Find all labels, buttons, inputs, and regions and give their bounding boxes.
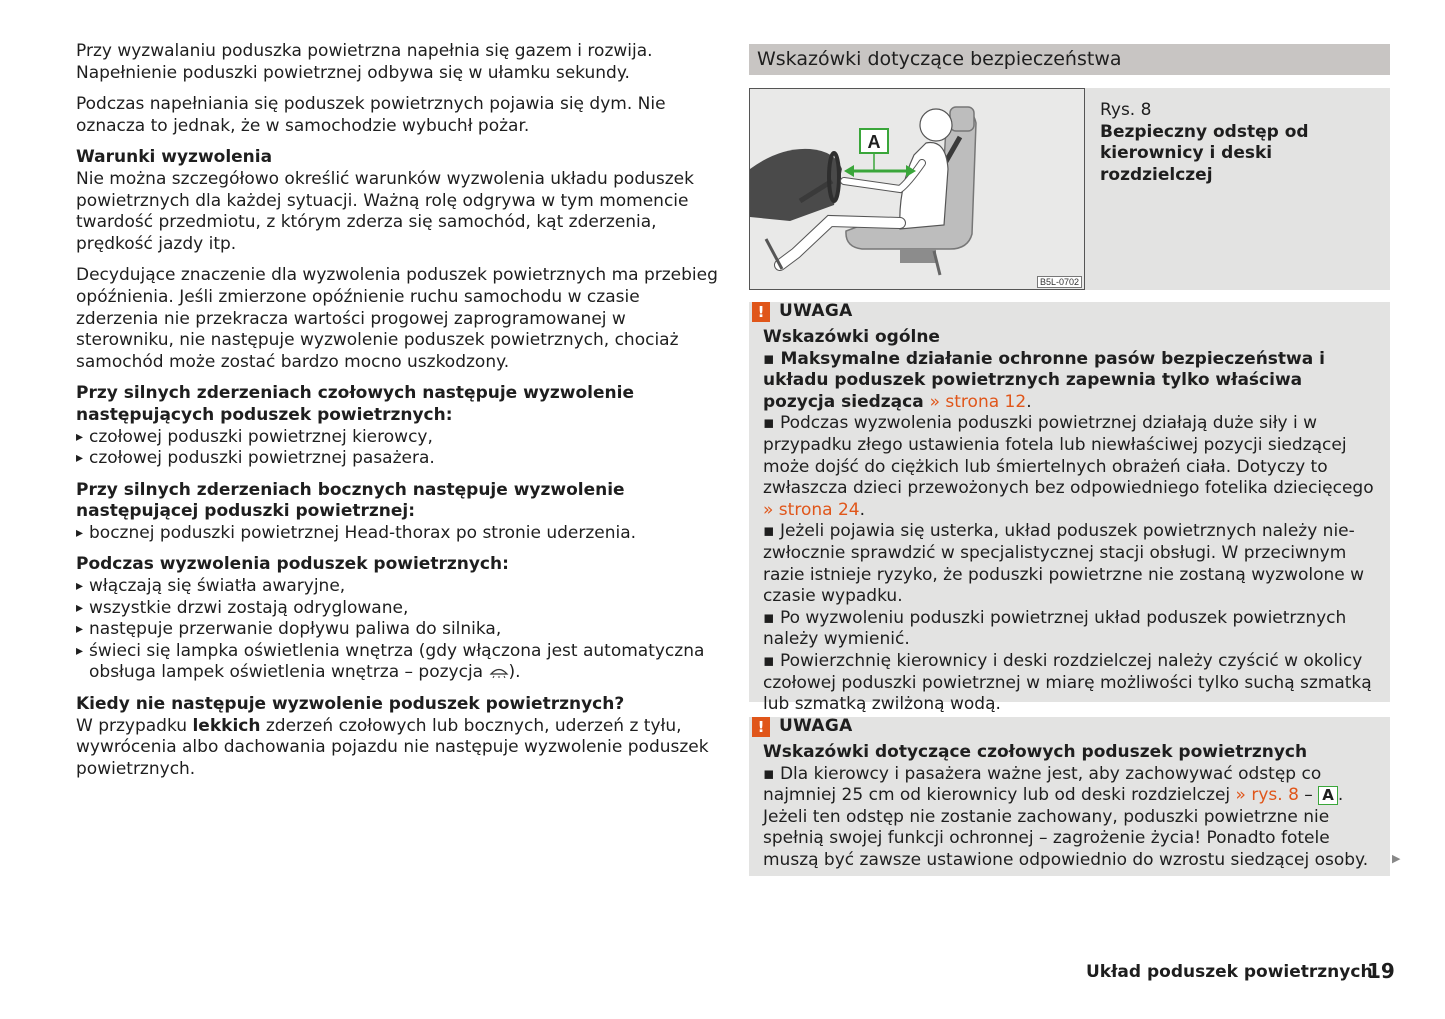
warning-title: Wskazówki dotyczące czołowych poduszek powietrznych <box>763 742 1308 762</box>
figure-panel <box>749 88 1390 290</box>
list-item: ▸ bocznej poduszki powietrznej Head-thorax po stronie uderzenia. <box>76 523 718 545</box>
figure-caption <box>1100 100 1385 186</box>
bullet-list <box>76 523 718 545</box>
footer-chapter-title: Układ poduszek powietrznych <box>1086 962 1373 982</box>
text-run: W przypadku <box>76 715 193 736</box>
warning-bullet: ▪ Jeżeli pojawia się usterka, układ poduszek powietrznych należy niezwłocznie sprawdzić w specjalistycznej stacji obsługi. W przeciwnym razie istnieje ryzyko, że poduszki powietrzne nie zostaną wyzwolone w czasie wypadku. <box>763 521 1365 607</box>
section-frontal-collision <box>76 383 718 469</box>
warning-bullet-text: Po wyzwoleniu poduszki powietrznej układ poduszek powietrznych należy wymienić. <box>763 607 1347 650</box>
seated-driver-illustration <box>750 89 1083 288</box>
text-bold: lekkich <box>192 715 261 736</box>
page-link[interactable]: » strona 12 <box>929 391 1027 412</box>
section-no-deployment <box>76 694 718 780</box>
figure-label-a-ref: A <box>1318 786 1338 805</box>
warning-bullet-text: Powierzchnię kierownicy i deski rozdzielczej należy czyścić w okolicy czołowej poduszki powietrznej w miarę możliwości tylko suchą szmatką lub szmatką zwilżoną wodą. <box>763 650 1372 715</box>
section-during-deployment <box>76 554 718 684</box>
paragraph-deceleration: Decydujące znaczenie dla wyzwolenia poduszek powietrznych ma przebieg opóźnienia. Jeśli zmierzone opóźnienie ruchu samochodu w czasie zderzenia nie przekracza wartości progowej zaprogramowanej w sterowniku, nie następuje wyzwolenie poduszek powietrznych, chociaż samochód może zostać bardzo mocno uszkodzony. <box>76 265 718 372</box>
section-side-collision <box>76 480 718 545</box>
page-number: 19 <box>1367 959 1395 983</box>
warning-header <box>749 302 1390 323</box>
warning-icon: ! <box>752 302 770 322</box>
warning-bullet: ▪ Po wyzwoleniu poduszki powietrznej układ poduszek powietrznych należy wymienić. <box>763 607 1347 650</box>
figure-illustration <box>749 88 1085 290</box>
list-item-text: świeci się lampka oświetlenia wnętrza (gdy włączona jest automatyczna obsługa lampek oświetlenia wnętrza – pozycja <box>89 640 705 683</box>
bullet-list <box>76 576 718 684</box>
figure-code: B5L-0702 <box>1037 276 1082 288</box>
list-item <box>76 641 718 684</box>
warning-body <box>749 738 1390 880</box>
left-column <box>76 41 718 790</box>
section-heading: Przy silnych zderzeniach czołowych następuje wyzwolenie następujących poduszek powietrznych: <box>76 383 634 425</box>
section-title-bar: Wskazówki dotyczące bezpieczeństwa <box>749 44 1390 75</box>
text-run: zderzeń czołowych lub bocznych, uderzeń z tyłu, wywrócenia albo dachowania pojazdu nie następuje wyzwolenie poduszek powietrznych. <box>76 715 709 779</box>
section-heading: Przy silnych zderzeniach bocznych następuje wyzwolenie następującej poduszki powietrznej: <box>76 479 625 522</box>
warning-header <box>749 717 1390 738</box>
warning-icon: ! <box>752 717 770 737</box>
warning-box-frontal <box>749 717 1390 876</box>
warning-body <box>749 323 1390 724</box>
interior-light-icon <box>489 666 509 678</box>
page-link[interactable]: » strona 24 <box>763 499 860 520</box>
paragraph-smoke: Podczas napełniania się poduszek powietrznych pojawia się dym. Nie oznacza to jednak, że w samochodzie wybuchł pożar. <box>76 94 666 136</box>
dash: – <box>1304 785 1313 806</box>
warning-bullet: ▪ Maksymalne działanie ochronne pasów bezpieczeństwa i układu poduszek powietrznych zapewnia tylko właściwa pozycja siedząca » strona 12. <box>763 348 1325 412</box>
warning-bullet-text: . Jeżeli ten odstęp nie zostanie zachowany, poduszki powietrzne nie spełnią swojej funkcji ochronnej – zagrożenie życia! Ponadto fotele muszą być zawsze ustawione odpowiednio do wzrostu siedzącej osoby. <box>763 785 1369 870</box>
bullet-list <box>76 427 718 470</box>
figure-number: Rys. 8 <box>1100 100 1152 120</box>
list-item: ▸ następuje przerwanie dopływu paliwa do silnika, <box>76 619 718 641</box>
list-item: ▸ czołowej poduszki powietrznej kierowcy, <box>76 427 718 449</box>
list-item: ▸ czołowej poduszki powietrznej pasażera. <box>76 448 718 470</box>
warning-bullet-text: Podczas wyzwolenia poduszki powietrznej działają duże siły i w przypadku złego ustawienia fotela lub niewłaściwej pozycji siedzącej może dojść do ciężkich lub śmiertelnych obrażeń ciała. Dotyczy to zwłaszcza dzieci przewożonych bez odpowiedniego fotelika dziecięcego <box>763 413 1374 499</box>
section-text: Nie można szczegółowo określić warunków wyzwolenia układu poduszek powietrznych dla każdej sytuacji. Ważną rolę odgrywa w tym momencie twardość przedmiotu, z którym zderza się samochód, kąt zderzenia, prędkość jazdy itp. <box>76 168 694 254</box>
list-item: ▸ włączają się światła awaryjne, <box>76 576 718 598</box>
right-column <box>749 44 1390 870</box>
list-item-suffix: ). <box>508 662 521 683</box>
continue-arrow-icon: ▶ <box>1392 852 1401 865</box>
warning-bullet-text: Maksymalne działanie ochronne pasów bezpieczeństwa i układu poduszek powietrznych zapewnia tylko właściwa pozycja siedząca <box>763 348 1325 412</box>
warning-bullet: ▪ Dla kierowcy i pasażera ważne jest, aby zachowywać odstęp co najmniej 25 cm od kierownicy lub od deski rozdzielczej » rys. 8 – A . Jeżeli ten odstęp nie zostanie zachowany, poduszki powietrzne nie spełnią swojej funkcji ochronnej – zagrożenie życia! Ponadto fotele muszą być zawsze ustawione odpowiednio do wzrostu siedzącej osoby. <box>763 763 1369 870</box>
warning-bullet: ▪ Powierzchnię kierownicy i deski rozdzielczej należy czyścić w okolicy czołowej poduszki powietrznej w miarę możliwości tylko suchą szmatką lub szmatką zwilżoną wodą. <box>763 650 1372 715</box>
warning-bullet-text: Dla kierowcy i pasażera ważne jest, aby zachowywać odstęp co najmniej 25 cm od kierownicy lub od deski rozdzielczej <box>763 763 1322 806</box>
section-heading: Kiedy nie następuje wyzwolenie poduszek powietrznych? <box>76 694 625 715</box>
figure-link[interactable]: » rys. 8 <box>1235 785 1299 806</box>
warning-box-general <box>749 301 1390 715</box>
figure-label-a: A <box>867 132 881 152</box>
section-text <box>76 716 718 781</box>
warning-bullet-text: Jeżeli pojawia się usterka, układ poduszek powietrznych należy niezwłocznie sprawdzić w specjalistycznej stacji obsługi. W przeciwnym razie istnieje ryzyko, że poduszki powietrzne nie zostaną wyzwolone w czasie wypadku. <box>763 521 1365 607</box>
paragraph-inflation: Przy wyzwalaniu poduszka powietrzna napełnia się gazem i rozwija. Napełnienie poduszki powietrznej odbywa się w ułamku sekundy. <box>76 41 653 83</box>
section-heading: Warunki wyzwolenia <box>76 147 273 168</box>
warning-title: Wskazówki ogólne <box>763 327 940 347</box>
warning-bullet: ▪ Podczas wyzwolenia poduszki powietrznej działają duże siły i w przypadku złego ustawienia fotela lub niewłaściwej pozycji siedzącej może dojść do ciężkich lub śmiertelnych obrażeń ciała. Dotyczy to zwłaszcza dzieci przewożonych bez odpowiedniego fotelika dziecięcego » strona 24. <box>763 413 1374 520</box>
section-trigger-conditions <box>76 147 718 255</box>
figure-title: Bezpieczny odstęp od kierownicy i deski rozdzielczej <box>1100 121 1309 185</box>
warning-label: UWAGA <box>779 301 853 321</box>
section-heading: Podczas wyzwolenia poduszek powietrznych: <box>76 554 509 575</box>
warning-label: UWAGA <box>779 716 853 736</box>
list-item: ▸ wszystkie drzwi zostają odryglowane, <box>76 598 718 620</box>
